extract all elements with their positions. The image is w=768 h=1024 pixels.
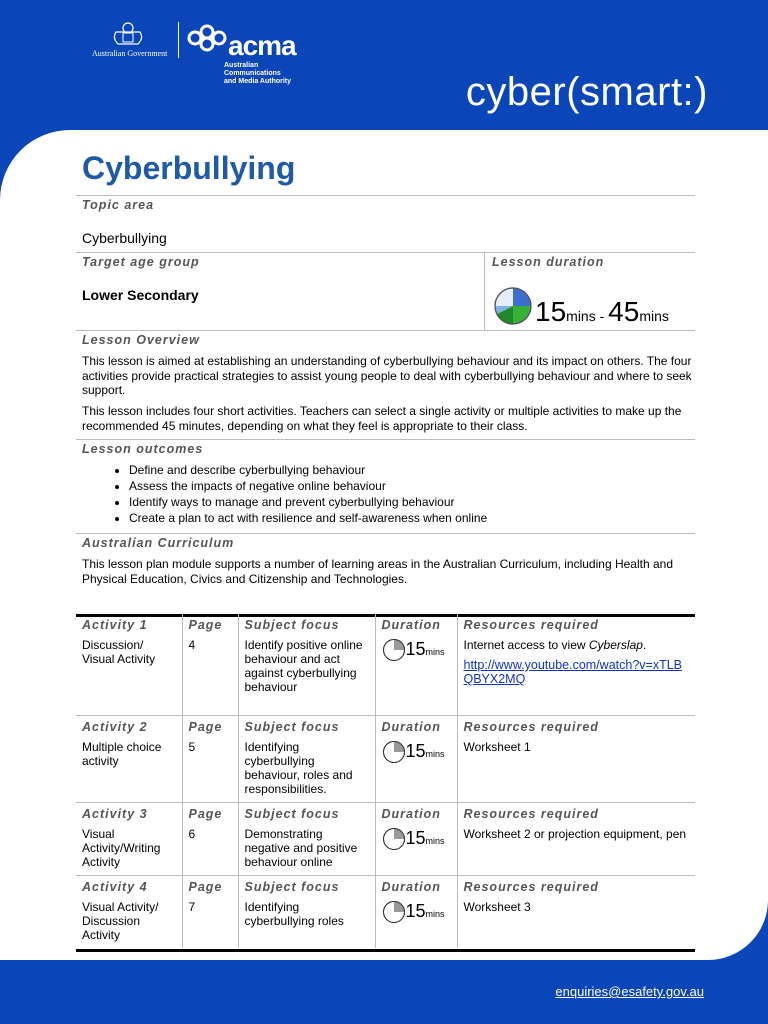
resources-header: Resources required xyxy=(463,806,599,821)
activity-name: Visual Activity/Writing Activity xyxy=(82,826,161,869)
curriculum-label: Australian Curriculum xyxy=(82,536,235,550)
resources-header: Resources required xyxy=(463,618,599,632)
activity-resources: Worksheet 3 xyxy=(463,899,531,914)
subject-header: Subject focus xyxy=(244,719,340,734)
activity-duration: 15mins xyxy=(382,740,451,766)
activity-duration: 15mins xyxy=(382,900,451,926)
activity-resources: Worksheet 2 or projection equipment, pen xyxy=(463,826,687,841)
divider xyxy=(76,533,695,534)
duration-unit: mins xyxy=(566,308,596,324)
lesson-duration-text xyxy=(535,296,669,328)
table-row xyxy=(76,715,695,802)
outcomes-list xyxy=(82,462,689,526)
header-banner xyxy=(0,0,768,150)
government-text: Australian Government xyxy=(92,49,168,58)
divider xyxy=(484,252,485,330)
activity-label: Activity 2 xyxy=(82,719,148,734)
activity-name: Discussion/ Visual Activity xyxy=(82,638,156,666)
table-bottom-rule xyxy=(76,949,695,952)
resources-header: Resources required xyxy=(463,719,599,734)
list-item: • Assess the impacts of negative online behaviour xyxy=(129,478,689,494)
divider xyxy=(76,330,695,331)
duration-header: Duration xyxy=(381,806,441,821)
target-age-label: Target age group xyxy=(82,255,200,269)
activity-resources: Internet access to view Cyberslap. xyxy=(463,638,647,652)
overview-paragraph: This lesson includes four short activities. Teachers can select a single activity or multiple activities to make up the recommended 45 minutes, depending on what they feel is appropriate to their class. xyxy=(82,404,682,433)
overview-label: Lesson Overview xyxy=(82,333,200,347)
page-header: Page xyxy=(188,618,223,632)
subject-header: Subject focus xyxy=(244,806,340,821)
duration-header: Duration xyxy=(381,719,441,734)
clock-quarter-icon xyxy=(382,740,406,764)
table-row xyxy=(76,614,695,715)
duration-header: Duration xyxy=(381,879,441,894)
activity-name: Multiple choice activity xyxy=(82,739,162,768)
enquiries-email-link[interactable]: enquiries@esafety.gov.au xyxy=(555,984,704,999)
duration-from: 15 xyxy=(535,296,567,327)
list-item: • Define and describe cyberbullying behaviour xyxy=(129,462,689,478)
activity-duration: 15mins xyxy=(382,638,451,664)
divider xyxy=(76,439,695,440)
acma-logo xyxy=(186,22,316,86)
activity-page: 7 xyxy=(188,899,196,914)
target-age-value: Lower Secondary xyxy=(82,287,199,303)
clock-pie-icon xyxy=(493,286,533,326)
duration-header: Duration xyxy=(381,618,441,632)
activity-label: Activity 3 xyxy=(82,806,148,821)
activity-page: 4 xyxy=(188,638,196,652)
subject-header: Subject focus xyxy=(244,618,340,632)
acma-wordmark: acma xyxy=(228,30,296,61)
list-item: • Identify ways to manage and prevent cyberbullying behaviour xyxy=(129,494,689,510)
topic-area-value: Cyberbullying xyxy=(82,230,167,246)
page-header: Page xyxy=(188,806,223,821)
page-header: Page xyxy=(188,879,223,894)
activity-page: 5 xyxy=(188,739,196,754)
list-item: • Create a plan to act with resilience and self-awareness when online xyxy=(129,510,689,526)
page-title: Cyberbullying xyxy=(82,150,296,186)
clock-quarter-icon xyxy=(382,827,406,851)
table-row xyxy=(76,875,695,948)
header-divider xyxy=(178,22,179,58)
coat-of-arms-icon xyxy=(108,20,148,46)
page-header: Page xyxy=(188,719,223,734)
activities-table xyxy=(76,614,695,948)
clock-quarter-icon xyxy=(382,900,406,924)
topic-area-label: Topic area xyxy=(82,198,155,212)
activity-subject: Identify positive online behaviour and act against cyberbullying behaviour xyxy=(244,638,363,694)
activity-duration: 15mins xyxy=(382,827,451,853)
divider xyxy=(76,252,695,253)
resources-header: Resources required xyxy=(463,879,599,894)
duration-separator: - xyxy=(599,308,605,324)
cyberslap-video-link[interactable]: http://www.youtube.com/watch?v=xTLBQBYX2MQ xyxy=(463,658,683,686)
activity-name: Visual Activity/ Discussion Activity xyxy=(82,899,159,942)
lesson-duration-label: Lesson duration xyxy=(492,255,605,269)
activity-resources: Worksheet 1 xyxy=(463,739,531,754)
duration-to: 45 xyxy=(608,296,640,327)
activity-subject: Identifying cyberbullying behaviour, roles and responsibilities. xyxy=(244,739,353,796)
cybersmart-brand: cyber(smart:) xyxy=(465,70,708,114)
table-row xyxy=(76,802,695,875)
curriculum-text: This lesson plan module supports a number of learning areas in the Australian Curriculum, including Health and Physical Education, Civics and Citizenship and Technologies. xyxy=(82,557,673,586)
activity-subject: Demonstrating negative and positive behaviour online xyxy=(244,826,358,869)
subject-header: Subject focus xyxy=(244,879,340,894)
activity-subject: Identifying cyberbullying roles xyxy=(244,899,344,928)
divider xyxy=(76,195,695,196)
activity-label: Activity 1 xyxy=(82,618,148,632)
australian-government-logo xyxy=(92,20,168,66)
activity-label: Activity 4 xyxy=(82,879,148,894)
acma-subtitle: Australian Communications and Media Authority xyxy=(224,62,292,85)
duration-unit: mins xyxy=(639,308,669,324)
acma-rings-icon xyxy=(186,22,234,52)
overview-paragraph: This lesson is aimed at establishing an understanding of cyberbullying behaviour and its impact on others. The four activities provide practical strategies to assist young people to deal with cyberbullying behaviour and where to seek support. xyxy=(82,354,692,397)
outcomes-label: Lesson outcomes xyxy=(82,442,204,456)
clock-quarter-icon xyxy=(382,638,406,662)
activity-page: 6 xyxy=(188,826,196,841)
